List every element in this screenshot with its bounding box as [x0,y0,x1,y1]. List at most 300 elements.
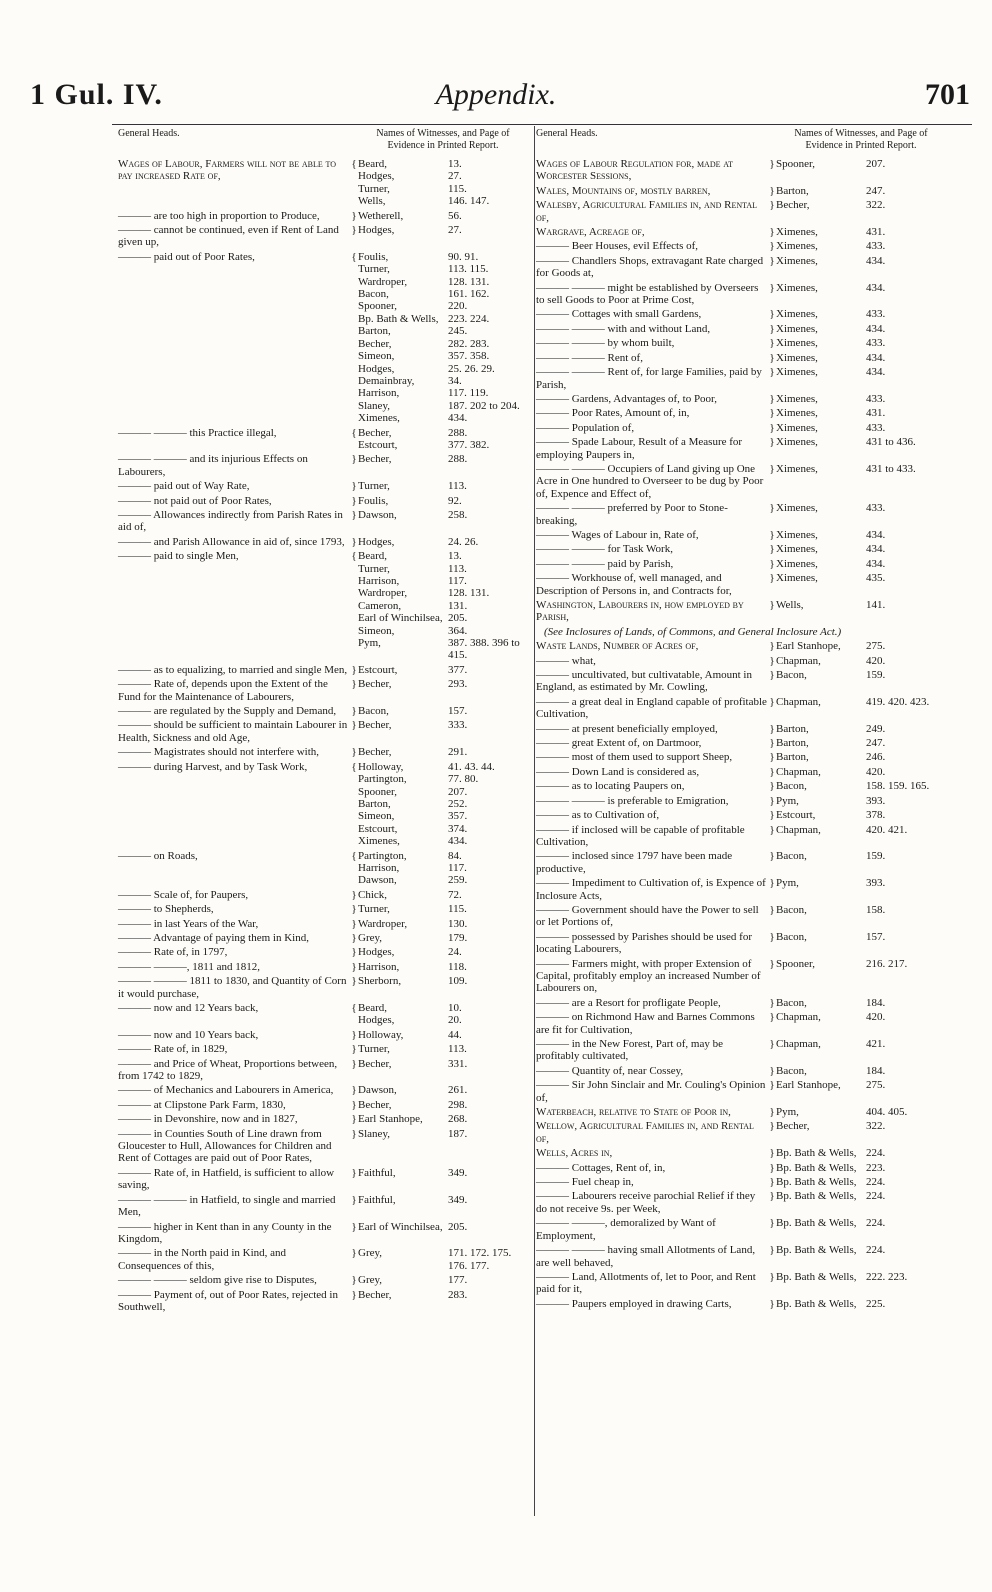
witness-name: Estcourt, [776,809,816,822]
brace-mark: } [769,240,775,253]
entry-heading: ——— ——— for Task Work, [536,543,673,556]
evidence-pages: 433. [866,337,886,350]
witness-line [358,1043,523,1055]
witness-list [776,809,941,821]
index-entry [118,550,523,662]
witness-name: Becher, [358,1098,392,1111]
witness-list [776,904,941,929]
witness-line [358,563,523,575]
witness-line [776,1079,941,1091]
evidence-pages: 56. [448,209,462,222]
index-entry [118,1194,523,1219]
witness-list [776,393,941,405]
witness-list [358,1247,523,1272]
index-entry [536,877,941,902]
index-entry [118,1289,523,1314]
evidence-pages: 247. [866,184,886,197]
witness-name: Ximenes, [776,392,818,405]
witness-line [776,696,941,708]
evidence-pages: 374. [448,822,468,835]
entry-heading: ——— ——— 1811 to 1830, and Quantity of Corn it would purchase, [118,975,347,1000]
witness-name: Hodges, [358,170,395,183]
evidence-pages: 433. [866,502,886,515]
header-title: Appendix. [435,78,557,111]
witness-line [776,352,941,364]
entry-heading: ——— as to Cultivation of, [536,809,660,822]
index-entry [118,1058,523,1083]
evidence-pages: 245. [448,325,468,338]
brace-mark: } [769,669,775,682]
witness-list [776,1147,941,1159]
evidence-pages: 404. 405. [866,1106,908,1119]
witness-list [776,422,941,434]
brace-mark: } [769,528,775,541]
witness-name: Bacon, [358,288,389,301]
witness-name: Harrison, [358,960,400,973]
index-entry [536,352,941,364]
evidence-pages: 298. [448,1098,468,1111]
witness-line [358,170,523,182]
entry-heading: ——— great Extent of, on Dartmoor, [536,737,702,750]
brace-mark: } [351,1084,357,1097]
witness-line [358,300,523,312]
evidence-pages: 207. [866,158,886,170]
entry-heading: ——— and Parish Allowance in aid of, since 1793, [118,535,345,548]
witness-name: Ximenes, [776,240,818,253]
witness-line [776,1217,941,1229]
index-entry [536,543,941,555]
index-entry [118,719,523,744]
entry-heading: ——— in Devonshire, now and in 1827, [118,1113,298,1126]
evidence-pages: 420. [866,765,886,778]
index-entry [536,529,941,541]
entry-heading: ——— a great deal in England capable of profitable Cultivation, [536,695,767,721]
entry-heading: Wellow, Agricultural Families in, and Rental of, [536,1120,754,1145]
witness-name: Barton, [776,184,809,197]
witness-list [358,536,523,548]
entry-heading: ——— in Counties South of Line drawn from Gloucester to Hull, Allowances for Children and Rent of Cottages are paid out of Poor Rates, [118,1127,332,1165]
entry-heading: ——— Labourers receive parochial Relief if they do not receive 9s. per Week, [536,1190,756,1215]
witness-name: Wardroper, [358,917,408,930]
witness-name: Grey, [358,1274,383,1287]
brace-mark: } [769,930,775,943]
witness-list [358,1099,523,1111]
witness-list [776,824,941,849]
index-entry [536,1011,941,1036]
entry-heading: ——— Chandlers Shops, extravagant Rate charged for Goods at, [536,254,764,280]
evidence-pages: 275. [866,640,886,653]
witness-list [358,889,523,901]
witness-list [358,480,523,492]
evidence-pages: 113. 115. [448,263,489,276]
brace-mark: } [769,737,775,750]
brace-mark: } [351,975,357,988]
entry-heading: ——— are regulated by the Supply and Demand, [118,705,337,718]
witness-name: Turner, [358,562,390,575]
entry-heading: ——— ——— Rent of, for large Families, paid by Parish, [536,366,762,391]
witness-list [776,931,941,956]
entry-heading: ——— Population of, [536,421,635,434]
brace-mark: } [769,1161,775,1174]
index-entry [536,737,941,749]
brace-mark: { [351,426,357,439]
index-entry [536,240,941,252]
evidence-pages: 130. [448,917,468,930]
entry-heading: ——— Rate of, in 1829, [118,1043,228,1056]
entry-heading: ——— higher in Kent than in any County in the Kingdom, [118,1220,332,1245]
witness-list [358,1289,523,1314]
brace-mark: } [769,543,775,556]
witness-list [358,1274,523,1286]
evidence-pages: 128. 131. [448,275,490,288]
evidence-pages: 434. [866,528,886,541]
brace-mark: } [351,1113,357,1126]
brace-mark: } [351,663,357,676]
brace-mark: } [769,502,775,515]
evidence-pages: 291. [448,746,468,759]
evidence-pages: 90. 91. [448,250,479,263]
witness-line [776,1011,941,1023]
witness-list [776,997,941,1009]
witness-line [358,1167,523,1179]
evidence-pages: 420. 421. [866,823,908,836]
witness-line [358,835,523,847]
witness-name: Ximenes, [776,557,818,570]
witness-line [776,226,941,238]
witness-list [776,1298,941,1310]
witness-list [358,1002,523,1027]
evidence-pages: 187. 202 to 204. [448,399,520,412]
evidence-pages: 20. [448,1014,462,1027]
witness-name: Becher, [358,1288,392,1301]
witness-name: Chapman, [776,765,821,778]
witness-name: Ximenes, [776,226,818,239]
entry-heading: ——— inclosed since 1797 have been made productive, [536,850,733,875]
witness-name: Bacon, [776,850,807,863]
witness-line [776,572,941,584]
brace-mark: } [351,903,357,916]
index-entry [536,1176,941,1188]
brace-mark: } [769,1217,775,1230]
index-entry [536,407,941,419]
witness-line [776,751,941,763]
witness-name: Earl of Winchilsea, [358,1220,443,1233]
brace-mark: } [769,337,775,350]
witness-line [776,323,941,335]
witness-line [776,308,941,320]
evidence-pages: 207. [448,785,468,798]
witness-name: Bp. Bath & Wells, [776,1270,857,1283]
witness-name: Wardroper, [358,587,408,600]
brace-mark: } [769,751,775,764]
entry-heading: ——— Sir John Sinclair and Mr. Couling's Opinion of, [536,1079,766,1104]
witness-name: Cameron, [358,599,402,612]
brace-mark: } [351,1193,357,1206]
witness-name: Hodges, [358,535,395,548]
witness-name: Ximenes, [776,421,818,434]
evidence-pages: 434. [448,412,468,425]
witness-name: Becher, [358,678,392,691]
evidence-pages: 377. 382. [448,438,490,451]
brace-mark: } [769,996,775,1009]
index-entry [118,889,523,901]
witness-name: Beard, [358,158,388,170]
witness-list [358,1029,523,1041]
brace-mark: } [769,184,775,197]
witness-name: Bp. Bath & Wells, [776,1161,857,1174]
witness-line [776,1147,941,1159]
witness-list [776,1079,941,1104]
witness-line [358,637,523,662]
entry-heading: ——— ——— this Practice illegal, [118,426,277,439]
witness-line [358,1084,523,1096]
brace-mark: } [351,746,357,759]
evidence-pages: 434. [866,254,886,267]
index-entry [118,1043,523,1055]
witness-line [776,463,941,475]
witness-line [358,325,523,337]
entry-heading: Wages of Labour Regulation for, made at Worcester Sessions, [536,158,734,183]
witness-line [776,558,941,570]
index-entry [536,696,941,721]
witness-name: Grey, [358,1247,383,1260]
index-entry [536,1244,941,1269]
index-entry [118,664,523,676]
witness-list [358,158,523,208]
index-entry [536,669,941,694]
entry-heading: ——— now and 10 Years back, [118,1028,259,1041]
entry-heading: ——— during Harvest, and by Task Work, [118,760,308,773]
witness-line [776,904,941,916]
evidence-pages: 283. [448,1288,468,1301]
entry-heading: ——— Land, Allotments of, let to Poor, and Rent paid for it, [536,1270,756,1296]
evidence-pages: 27. [448,224,462,237]
index-entry [536,795,941,807]
witness-name: Estcourt, [358,822,398,835]
entry-heading: ——— Farmers might, with proper Extension of Capital, profitably employ an increased Number of Labourers on, [536,957,761,995]
witness-name: Spooner, [358,785,397,798]
witness-line [776,780,941,792]
witness-name: Becher, [358,426,392,439]
witness-line [776,655,941,667]
brace-mark: { [351,158,357,170]
witness-line [358,338,523,350]
witness-name: Slaney, [358,399,390,412]
brace-mark: } [769,421,775,434]
witness-line [358,400,523,412]
evidence-pages: 184. [866,1064,886,1077]
witness-line [776,669,941,681]
witness-list [358,1128,523,1165]
entry-heading: ——— ——— by whom built, [536,337,675,350]
evidence-pages: 331. [448,1057,468,1070]
witness-list [358,961,523,973]
witness-name: Becher, [776,1120,810,1133]
column-header [118,128,523,158]
index-entry [536,850,941,875]
brace-mark: } [769,654,775,667]
entry-heading: ——— and Price of Wheat, Proportions between, from 1742 to 1829, [118,1057,338,1083]
witness-list [358,719,523,744]
witness-name: Ximenes, [776,407,818,420]
brace-mark: } [769,392,775,405]
index-entry [118,903,523,915]
witness-line [358,719,523,731]
evidence-pages: 378. [866,809,886,822]
witness-list [358,761,523,848]
brace-mark: } [769,1038,775,1050]
evidence-pages: 77. 80. [448,773,479,786]
evidence-pages: 117. 119. [448,387,489,400]
witness-line [776,436,941,448]
index-entry [536,158,941,183]
index-entry [118,678,523,703]
evidence-pages: 433. [866,392,886,405]
entry-heading: ——— Spade Labour, Result of a Measure for employing Paupers in, [536,436,743,461]
index-entry [536,463,941,500]
witness-name: Becher, [358,337,392,350]
evidence-pages: 223. [866,1161,886,1174]
witness-line [776,240,941,252]
witness-list [358,903,523,915]
brace-mark: } [769,407,775,420]
witness-line [358,798,523,810]
evidence-pages: 128. 131. [448,587,490,600]
evidence-pages: 433. [866,421,886,434]
evidence-pages: 224. [866,1147,886,1160]
evidence-pages: 420. [866,654,886,667]
brace-mark: } [769,254,775,267]
witness-list [776,1038,941,1063]
index-entry [536,655,941,667]
evidence-pages: 259. [448,874,468,887]
entry-heading: Waterbeach, relative to State of Poor in, [536,1106,731,1119]
witness-list [776,463,941,500]
witness-line [358,480,523,492]
entry-heading: ——— Cottages, Rent of, in, [536,1161,666,1174]
witness-line [776,337,941,349]
index-entry [118,427,523,452]
witness-name: Holloway, [358,1028,404,1041]
evidence-pages: 357. [448,810,468,823]
evidence-pages: 247. [866,737,886,750]
witness-name: Beard, [358,1002,388,1014]
index-entry [118,158,523,208]
index-entry [536,308,941,320]
entry-heading: ——— in the North paid in Kind, and Consequences of this, [118,1247,287,1272]
brace-mark: } [769,281,775,294]
witness-line [776,723,941,735]
witness-line [358,1029,523,1041]
brace-mark: } [351,1247,357,1260]
entry-heading: ——— most of them used to support Sheep, [536,751,733,764]
brace-mark: } [351,1127,357,1140]
witness-line [358,363,523,375]
witness-name: Bp. Bath & Wells, [776,1244,857,1257]
witness-line [358,786,523,798]
evidence-pages: 159. [866,669,886,682]
entry-heading: ——— on Roads, [118,849,198,862]
witness-line [358,612,523,624]
evidence-pages: 393. [866,794,886,807]
witness-line [358,453,523,465]
entry-heading: Wages of Labour, Farmers will not be able to pay increased Rate of, [118,158,337,183]
brace-mark: } [769,322,775,335]
witness-name: Ximenes, [358,835,400,848]
witness-name: Ximenes, [776,462,818,475]
index-entry [536,502,941,527]
witness-list [776,795,941,807]
entry-heading: ——— if inclosed will be capable of profitable Cultivation, [536,823,745,848]
witness-line [776,407,941,419]
witness-name: Wetherell, [358,209,404,222]
evidence-pages: 161. 162. [448,288,490,301]
entry-heading: ——— Advantage of paying them in Kind, [118,931,309,944]
witness-line [776,795,941,807]
witness-list [776,1217,941,1242]
witness-name: Pym, [776,794,799,807]
witness-line [776,1298,941,1310]
entry-heading: ——— Rate of, in 1797, [118,946,228,959]
witness-list [776,640,941,652]
witness-name: Chick, [358,888,388,901]
index-entry [536,323,941,335]
witness-list [358,1221,523,1246]
entry-heading: Washington, Labourers in, how employed by Parish, [536,599,744,624]
witness-name: Spooner, [358,300,397,313]
witness-name: Ximenes, [776,528,818,541]
witness-line [776,1162,941,1174]
witnesses-label: Names of Witnesses, and Page of Evidence in Printed Report. [794,128,928,151]
index-entry [536,809,941,821]
witness-line [358,1221,523,1233]
evidence-pages: 24. 26. [448,535,479,548]
witness-list [776,226,941,238]
evidence-pages: 10. [448,1002,462,1014]
index-entry [536,422,941,434]
entry-heading: ——— Fuel cheap in, [536,1176,634,1189]
evidence-pages: 225. [866,1297,886,1310]
witness-list [358,550,523,662]
witness-name: Earl Stanhope, [776,640,841,653]
witness-name: Turner, [358,1043,390,1056]
index-entry [536,185,941,197]
evidence-pages: 131. [448,599,468,612]
index-entry [118,1167,523,1192]
witness-line [776,877,941,889]
brace-mark: } [769,158,775,170]
witness-line [358,1128,523,1140]
evidence-pages: 117. [448,861,467,874]
witness-line [776,366,941,378]
brace-mark: } [351,917,357,930]
brace-mark: } [769,722,775,735]
evidence-pages: 184. [866,996,886,1009]
brace-mark: } [351,1043,357,1056]
index-entry [118,1128,523,1165]
witness-line [358,1194,523,1206]
evidence-pages: 141. [866,599,886,611]
witness-list [776,751,941,763]
witness-line [358,536,523,548]
entry-heading: ——— Cottages with small Gardens, [536,308,702,321]
witness-line [358,874,523,886]
evidence-pages: 431 to 433. [866,462,916,475]
index-entry [118,453,523,478]
witness-line [358,251,523,263]
witness-line [358,224,523,236]
brace-mark: } [769,351,775,364]
